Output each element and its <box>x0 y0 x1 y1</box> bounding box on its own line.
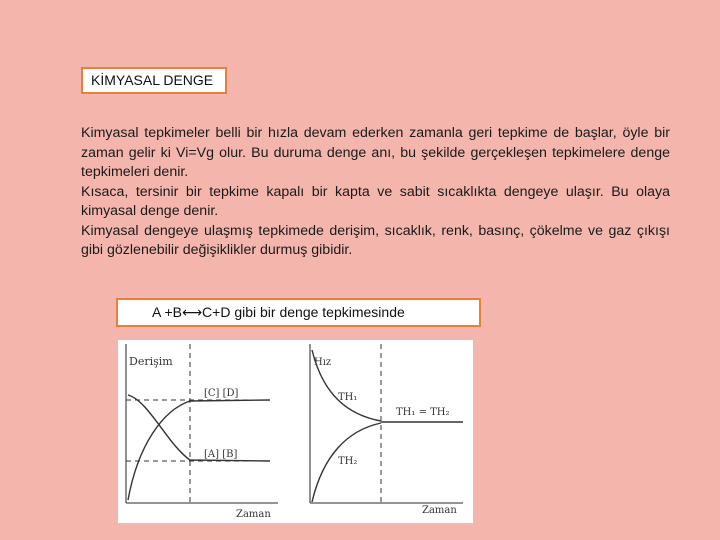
reactants-label: [A] [B] <box>204 449 238 460</box>
products-label: [C] [D] <box>204 388 239 399</box>
series-products-line <box>128 400 270 500</box>
paragraph-definition: Kimyasal tepkimeler belli bir hızla devam ederken zamanla geri tepkime de başlar, öyle bir zaman gelir ki Vi=Vg olur. Bu duruma denge anı, bu şekilde gerçekleşen tepkimelere denge tepkimeleri denir. <box>81 125 670 180</box>
concentration-ylabel: Derişim <box>129 355 173 368</box>
rate-ylabel: Hız <box>314 357 332 368</box>
forward-rate-label: TH₁ <box>338 392 358 403</box>
rate-xlabel: Zaman <box>422 505 457 516</box>
body-text <box>81 124 670 261</box>
paragraph-observations: Kimyasal dengeye ulaşmış tepkimede derişim, sıcaklık, renk, basınç, çökelme ve gaz çıkışı gibi gözlenebilir değişiklikler durmuş gibidir. <box>81 222 670 258</box>
reverse-rate-label: TH₂ <box>338 456 358 467</box>
equilibrium-figure <box>118 340 473 523</box>
equilibrium-graphs <box>118 340 473 523</box>
rate-graph <box>310 344 463 516</box>
paragraph-summary: Kısaca, tersinir bir tepkime kapalı bir kapta ve sabit sıcaklıkta dengeye ulaşır. Bu olaya kimyasal denge denir. <box>81 183 670 219</box>
series-reactants-line <box>128 395 270 461</box>
equation-caption: A +B⟷C+D gibi bir denge tepkimesinde <box>116 298 481 327</box>
equal-rate-label: TH₁ = TH₂ <box>396 407 450 418</box>
concentration-xlabel: Zaman <box>236 509 271 520</box>
concentration-graph <box>126 344 278 520</box>
slide-title: KİMYASAL DENGE <box>81 67 227 94</box>
